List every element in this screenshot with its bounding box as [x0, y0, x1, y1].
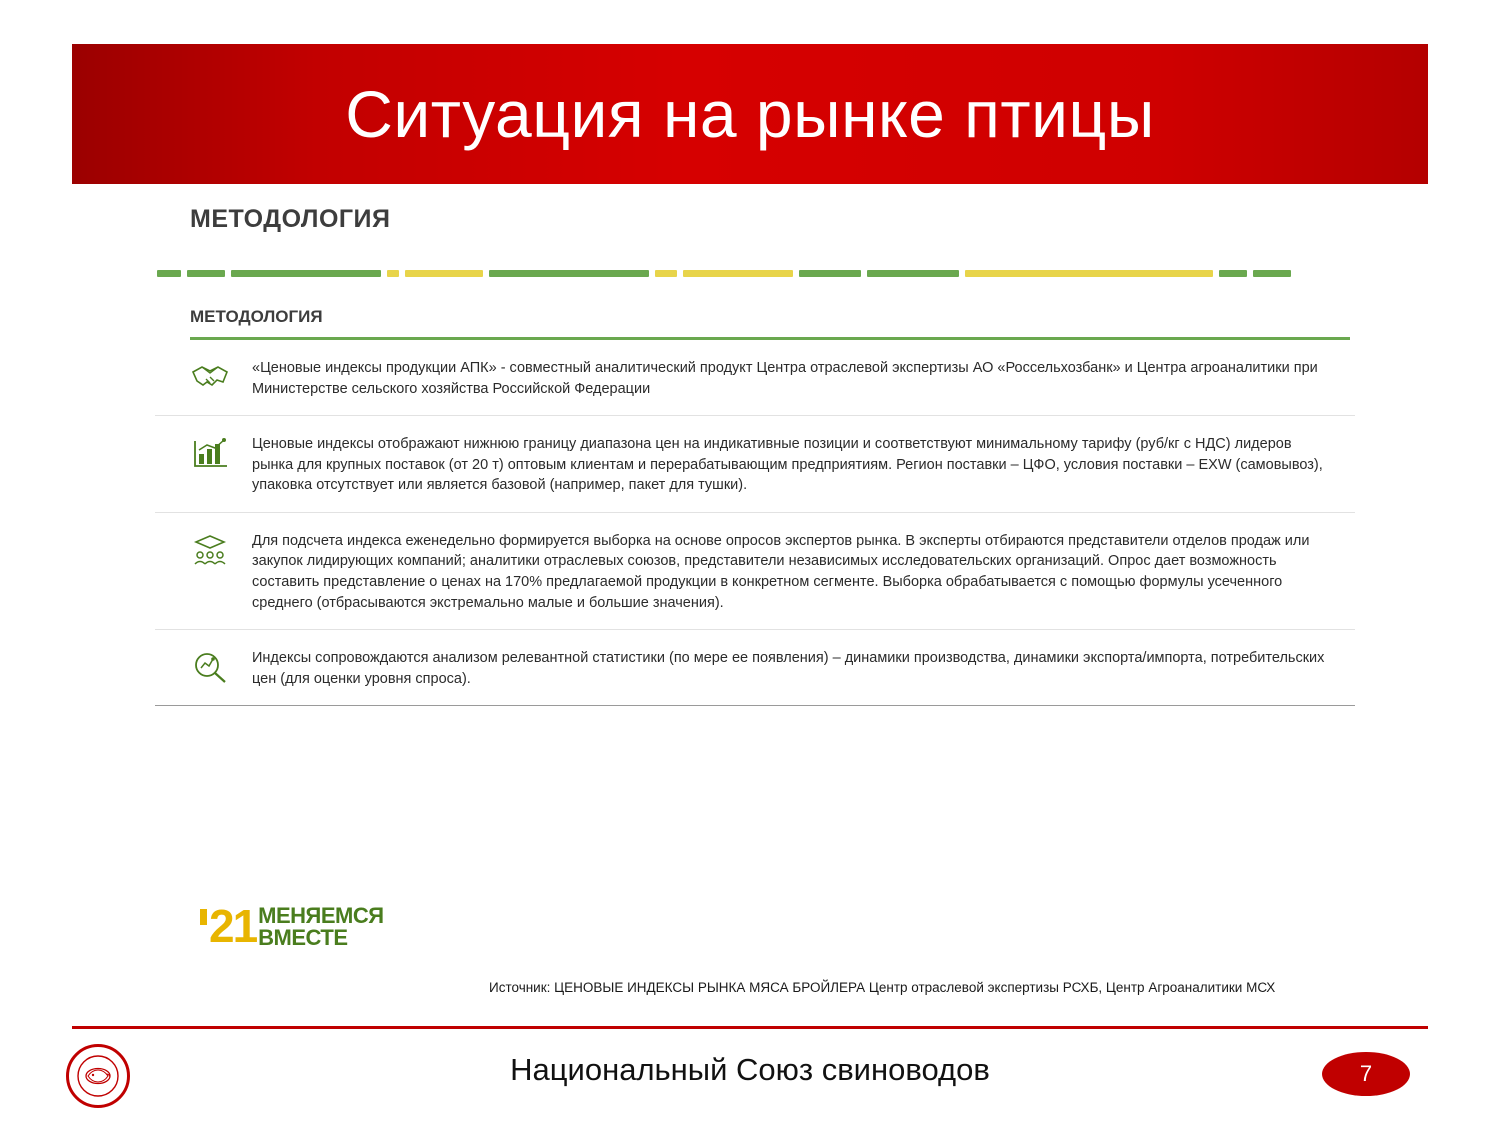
people-group-icon — [190, 531, 252, 572]
dash-segment — [231, 270, 381, 277]
methodology-row-text: «Ценовые индексы продукции АПК» - совместный аналитический продукт Центра отраслевой экспертизы АО «Россельхозбанк» и Центра агроаналитики при Министерстве сельского хозяйства Российской Федерации — [252, 360, 1318, 397]
decorative-dash-rule — [157, 270, 1355, 277]
methodology-row-text: Ценовые индексы отображают нижнюю границу диапазона цен на индикативные позиции и соответствуют минимальному тарифу (руб/кг с НДС) лидеров рынка для крупных поставок (от 20 т) оптовым клиентам и перерабатывающим предприятиям. Регион поставки – ЦФО, условия поставки – EXW (самовывоз), упаковка отсутствует или является базовой (например, пакет для тушки). — [252, 436, 1323, 494]
footer-organization: Национальный Союз свиноводов — [510, 1052, 990, 1087]
logo-number: 21 — [209, 900, 257, 952]
methodology-row — [155, 630, 1355, 706]
dash-segment — [655, 270, 677, 277]
dash-segment — [387, 270, 399, 277]
dash-segment — [187, 270, 225, 277]
section-subheading: МЕТОДОЛОГИЯ — [190, 307, 323, 326]
methodology-row — [155, 340, 1355, 416]
methodology-card — [155, 205, 1355, 706]
methodology-row-list — [155, 340, 1355, 706]
logo-word-bottom: ВМЕСТЕ — [258, 925, 348, 950]
magnifier-chart-icon — [190, 648, 252, 689]
dash-segment — [867, 270, 959, 277]
source-note: Источник: ЦЕНОВЫЕ ИНДЕКСЫ РЫНКА МЯСА БРОЙЛЕРА Центр отраслевой экспертизы РСХБ, Центр Агроаналитики МСХ — [489, 980, 1276, 995]
slide-title-banner — [72, 44, 1428, 184]
logo-accent-bar — [200, 909, 207, 925]
dash-segment — [1219, 270, 1247, 277]
dash-segment — [405, 270, 483, 277]
dash-segment — [965, 270, 1213, 277]
bar-chart-growth-icon — [190, 434, 252, 477]
page-title: Ситуация на рынке птицы — [345, 77, 1155, 151]
methodology-row-text: Индексы сопровождаются анализом релевантной статистики (по мере ее появления) – динамики производства, динамики экспорта/импорта, потребительских цен (для оценки уровня спроса). — [252, 650, 1325, 687]
handshake-icon — [190, 358, 252, 399]
logo-word-top: МЕНЯЕМСЯ — [258, 903, 384, 928]
dash-segment — [489, 270, 649, 277]
methodology-row — [155, 513, 1355, 630]
dash-segment — [799, 270, 861, 277]
dash-segment — [157, 270, 181, 277]
dash-segment — [683, 270, 793, 277]
brand-logo — [200, 900, 384, 952]
footer-divider — [72, 1026, 1428, 1029]
dash-segment — [1253, 270, 1291, 277]
methodology-row — [155, 416, 1355, 513]
methodology-row-text: Для подсчета индекса еженедельно формируется выборка на основе опросов экспертов рынка. В эксперты отбираются представители отделов продаж или закупок лидирующих компаний; аналитики отраслевых союзов, представители независимых исследовательских организаций. Опрос дает возможность составить представление о ценах на 170% предлагаемой продукции в конкретном сегменте. Выборка обрабатывается с помощью формулы усеченного среднего (отбрасываются экстремально малые и большие значения). — [252, 532, 1310, 611]
card-heading: МЕТОДОЛОГИЯ — [190, 205, 391, 233]
page-number-badge: 7 — [1322, 1052, 1410, 1096]
logo-wordmark — [258, 905, 383, 949]
